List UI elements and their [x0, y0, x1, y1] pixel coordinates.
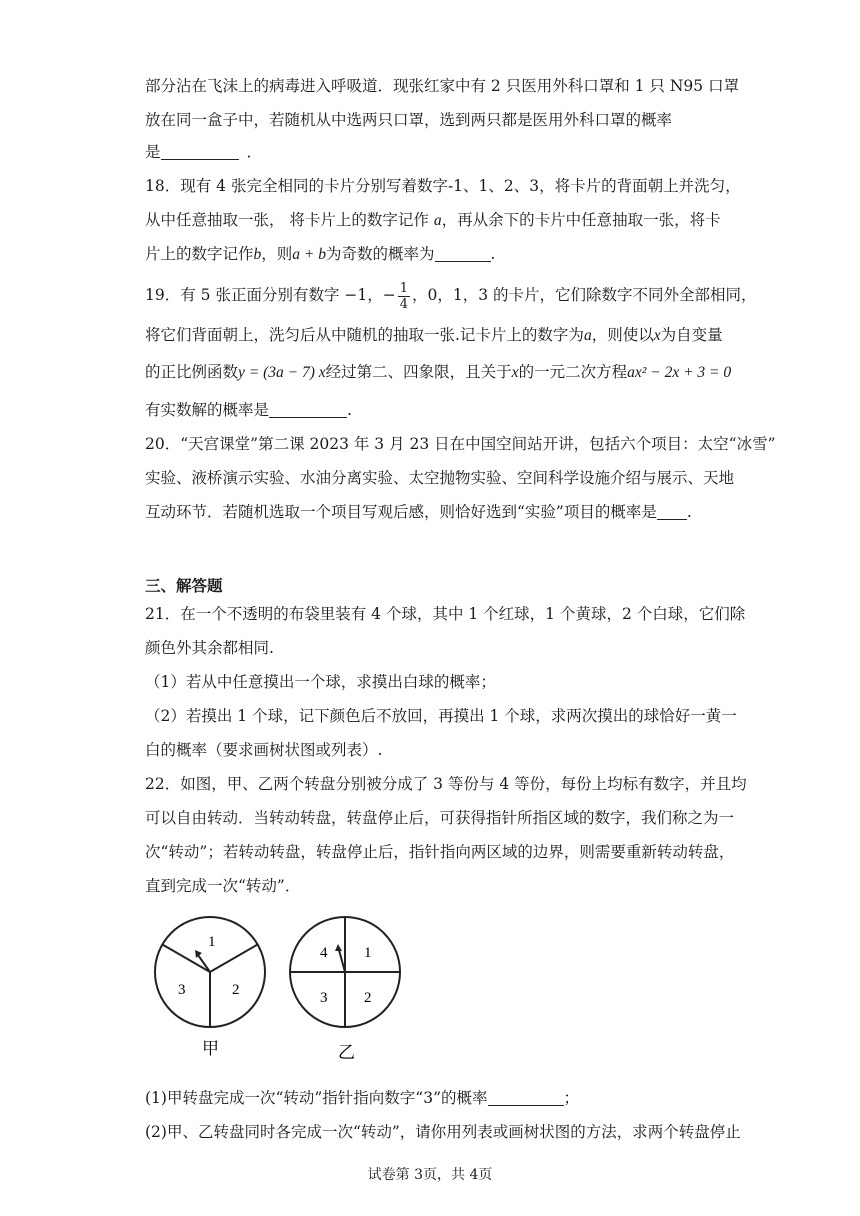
- q18-line-3: [145, 244, 495, 265]
- fraction-denominator: 4: [399, 296, 408, 312]
- q17-line-1: 部分沾在飞沫上的病毒进入呼吸道．现张红家中有 2 只医用外科口罩和 1 只 N95 口罩: [145, 77, 740, 95]
- q22-line-3: 次“转动”；若转动转盘，转盘停止后，指针指向两区域的边界，则需要重新转动转盘，: [145, 843, 735, 861]
- q17-line-2: 放在同一盒子中，若随机从中选两只口罩，选到两只都是医用外科口罩的概率: [145, 111, 673, 129]
- answer-blank: [269, 401, 347, 418]
- text: 片上的数字记作: [145, 245, 254, 263]
- q19-line-2: [145, 325, 723, 346]
- q17-line-3: [145, 142, 262, 162]
- spinner-yi: [290, 917, 400, 1027]
- math-var-a: a: [583, 327, 592, 344]
- fraction-numerator: 1: [399, 280, 408, 296]
- spinner-yi-arrowhead: [335, 944, 342, 951]
- math-var-x: x: [653, 327, 661, 344]
- spinner-yi-sector-4: 4: [320, 945, 328, 961]
- math-equation: ax² − 2x + 3 = 0: [627, 364, 732, 381]
- text: ，再从余下的卡片中任意抽取一张，将卡: [441, 211, 721, 229]
- spinner-jia-divider: [162, 945, 210, 973]
- q22-part-2: (2)甲、乙转盘同时各完成一次“转动”，请你用列表或画树状图的方法，求两个转盘停止: [145, 1123, 741, 1141]
- spinner-yi-sector-2: 2: [364, 990, 372, 1006]
- text: ．: [246, 143, 263, 161]
- q21-part-1: （1）若从中任意摸出一个球，求摸出白球的概率；: [145, 673, 496, 691]
- spinner-jia-label: 甲: [202, 1039, 219, 1058]
- math-var-a: a: [433, 212, 442, 229]
- text: .: [347, 401, 352, 419]
- text: 从中任意抽取一张， 将卡片上的数字记作: [145, 211, 429, 229]
- text: 的一元二次方程: [518, 363, 628, 381]
- q20-line-1: 20．“天宫课堂”第二课 2023 年 3 月 23 日在中国空间站开讲，包括六个项目：太空“冰雪”: [145, 435, 776, 453]
- q19-line-4: [145, 400, 352, 420]
- text: .: [490, 245, 496, 263]
- spinner-jia-sector-3: 3: [178, 982, 186, 998]
- math-var-b: b: [253, 246, 262, 263]
- spinner-jia-divider: [210, 945, 258, 973]
- text: 的正比例函数: [145, 363, 239, 381]
- q21-part-2-line-2: 白的概率（要求画树状图或列表）.: [145, 741, 383, 759]
- fraction-one-quarter: [398, 281, 410, 312]
- q22-line-1: 22．如图，甲、乙两个转盘分别被分成了 3 等份与 4 等份，每份上均标有数字，并且均: [145, 775, 747, 793]
- spinner-yi-label: 乙: [338, 1043, 355, 1062]
- q20-line-2: 实验、液桥演示实验、水油分离实验、太空抛物实验、空间科学设施介绍与展示、天地: [145, 469, 735, 487]
- text: 19．有 5 张正面分别有数字 −1，−: [145, 286, 396, 304]
- spinner-jia-sector-2: 2: [232, 982, 240, 998]
- q22-line-4: 直到完成一次“转动”．: [145, 877, 301, 895]
- q21-line-1: 21．在一个不透明的布袋里装有 4 个球，其中 1 个红球，1 个黄球，2 个白球，它们除: [145, 605, 746, 623]
- answer-blank: [161, 143, 239, 160]
- text: ，则使以: [591, 326, 654, 344]
- text: 有实数解的概率是: [145, 401, 270, 419]
- text: 为自变量: [660, 326, 723, 344]
- section-heading: 三、解答题: [145, 576, 223, 595]
- q21-part-2-line-1: （2）若摸出 1 个球，记下颜色后不放回，再摸出 1 个球，求两次摸出的球恰好一黄一: [145, 707, 737, 725]
- math-function: y = (3a − 7) x: [238, 364, 326, 381]
- q18-line-2: [145, 210, 721, 231]
- text: ，0，1，3 的卡片，它们除数字不同外全部相同，: [411, 286, 757, 304]
- spinner-yi-sector-3: 3: [320, 990, 328, 1006]
- text: ；: [563, 1089, 580, 1107]
- text: 经过第二、四象限，且关于: [325, 363, 512, 381]
- spinner-jia-sector-1: 1: [208, 934, 216, 950]
- q18-line-1: 18．现有 4 张完全相同的卡片分别写着数字-1、1、2、3，将卡片的背面朝上并洗匀，: [145, 177, 741, 195]
- text: (1)甲转盘完成一次“转动”指针指向数字“3”的概率: [145, 1089, 488, 1107]
- text: .: [686, 503, 692, 521]
- text: 为奇数的概率为: [326, 245, 435, 263]
- answer-blank: [435, 245, 491, 262]
- text: 是: [145, 143, 161, 161]
- q22-part-1: [145, 1088, 579, 1108]
- answer-blank: [488, 1089, 564, 1106]
- page-footer: 试卷第 3页，共 4页: [367, 1167, 493, 1183]
- text: ，则: [261, 245, 293, 263]
- answer-blank: [657, 503, 687, 520]
- math-expr-ab: a + b: [292, 246, 326, 263]
- math-var-x: x: [511, 364, 519, 381]
- q21-line-2: 颜色外其余都相同.: [145, 639, 274, 657]
- spinner-yi-sector-1: 1: [364, 945, 372, 961]
- text: 将它们背面朝上，洗匀后从中随机的抽取一张.记卡片上的数字为: [145, 326, 584, 344]
- q22-line-2: 可以自由转动．当转动转盘，转盘停止后，可获得指针所指区域的数字，我们称之为一: [145, 809, 735, 827]
- q19-line-3: [145, 362, 731, 383]
- q20-line-3: [145, 502, 692, 522]
- q19-line-1: [145, 280, 757, 312]
- spinner-figure: [150, 912, 420, 1072]
- text: 互动环节．若随机选取一个项目写观后感，则恰好选到“实验”项目的概率是: [145, 503, 657, 521]
